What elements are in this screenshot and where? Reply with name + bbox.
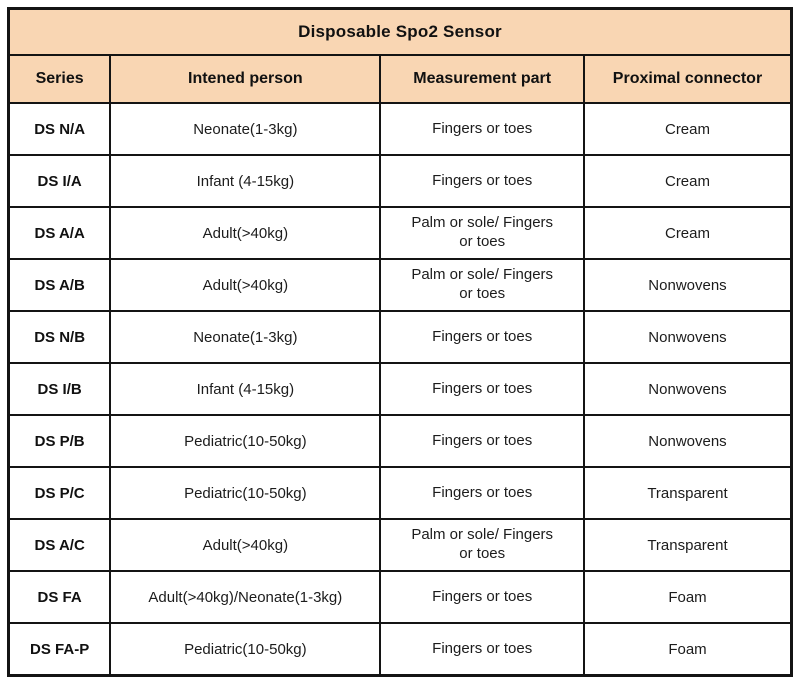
- cell-measurement-part: Fingers or toes: [380, 155, 584, 207]
- table-row: [9, 519, 792, 571]
- cell-measurement-part: Palm or sole/ Fingers or toes: [380, 519, 584, 571]
- cell-proximal-connector: Foam: [584, 571, 792, 623]
- cell-intened-person: Infant (4-15kg): [110, 155, 380, 207]
- cell-measurement-part: Fingers or toes: [380, 363, 584, 415]
- table-row: [9, 467, 792, 519]
- cell-measurement-part: Palm or sole/ Fingers or toes: [380, 259, 584, 311]
- table-row: [9, 571, 792, 623]
- table-header-row: [9, 55, 792, 103]
- cell-intened-person: Pediatric(10-50kg): [110, 415, 380, 467]
- cell-intened-person: Adult(>40kg): [110, 207, 380, 259]
- spo2-sensor-table: [7, 7, 793, 677]
- cell-series: DS A/A: [9, 207, 111, 259]
- cell-measurement-part: Fingers or toes: [380, 103, 584, 155]
- cell-measurement-part: Fingers or toes: [380, 311, 584, 363]
- cell-intened-person: Pediatric(10-50kg): [110, 623, 380, 676]
- table-row: [9, 259, 792, 311]
- table-body: [9, 103, 792, 676]
- table-row: [9, 155, 792, 207]
- cell-proximal-connector: Nonwovens: [584, 363, 792, 415]
- cell-measurement-part: Fingers or toes: [380, 467, 584, 519]
- cell-proximal-connector: Foam: [584, 623, 792, 676]
- cell-proximal-connector: Nonwovens: [584, 259, 792, 311]
- cell-intened-person: Adult(>40kg): [110, 259, 380, 311]
- cell-proximal-connector: Cream: [584, 207, 792, 259]
- cell-intened-person: Pediatric(10-50kg): [110, 467, 380, 519]
- table-row: [9, 623, 792, 676]
- table-title-row: [9, 9, 792, 56]
- cell-proximal-connector: Nonwovens: [584, 415, 792, 467]
- cell-measurement-part: Fingers or toes: [380, 415, 584, 467]
- cell-measurement-part: Fingers or toes: [380, 571, 584, 623]
- cell-series: DS FA-P: [9, 623, 111, 676]
- cell-intened-person: Infant (4-15kg): [110, 363, 380, 415]
- cell-intened-person: Neonate(1-3kg): [110, 311, 380, 363]
- cell-series: DS P/B: [9, 415, 111, 467]
- cell-proximal-connector: Transparent: [584, 467, 792, 519]
- column-header-proximal-connector: Proximal connector: [584, 55, 792, 103]
- cell-series: DS FA: [9, 571, 111, 623]
- table-row: [9, 207, 792, 259]
- cell-series: DS N/A: [9, 103, 111, 155]
- cell-intened-person: Adult(>40kg)/Neonate(1-3kg): [110, 571, 380, 623]
- column-header-intened-person: Intened person: [110, 55, 380, 103]
- cell-series: DS N/B: [9, 311, 111, 363]
- table-row: [9, 103, 792, 155]
- cell-intened-person: Neonate(1-3kg): [110, 103, 380, 155]
- cell-series: DS A/B: [9, 259, 111, 311]
- cell-series: DS A/C: [9, 519, 111, 571]
- cell-measurement-part: Palm or sole/ Fingers or toes: [380, 207, 584, 259]
- cell-series: DS P/C: [9, 467, 111, 519]
- cell-proximal-connector: Nonwovens: [584, 311, 792, 363]
- cell-series: DS I/A: [9, 155, 111, 207]
- column-header-measurement-part: Measurement part: [380, 55, 584, 103]
- cell-intened-person: Adult(>40kg): [110, 519, 380, 571]
- cell-proximal-connector: Cream: [584, 155, 792, 207]
- table-row: [9, 363, 792, 415]
- table-row: [9, 311, 792, 363]
- column-header-series: Series: [9, 55, 111, 103]
- cell-proximal-connector: Cream: [584, 103, 792, 155]
- cell-proximal-connector: Transparent: [584, 519, 792, 571]
- cell-measurement-part: Fingers or toes: [380, 623, 584, 676]
- table-title: Disposable Spo2 Sensor: [9, 9, 792, 56]
- cell-series: DS I/B: [9, 363, 111, 415]
- table-row: [9, 415, 792, 467]
